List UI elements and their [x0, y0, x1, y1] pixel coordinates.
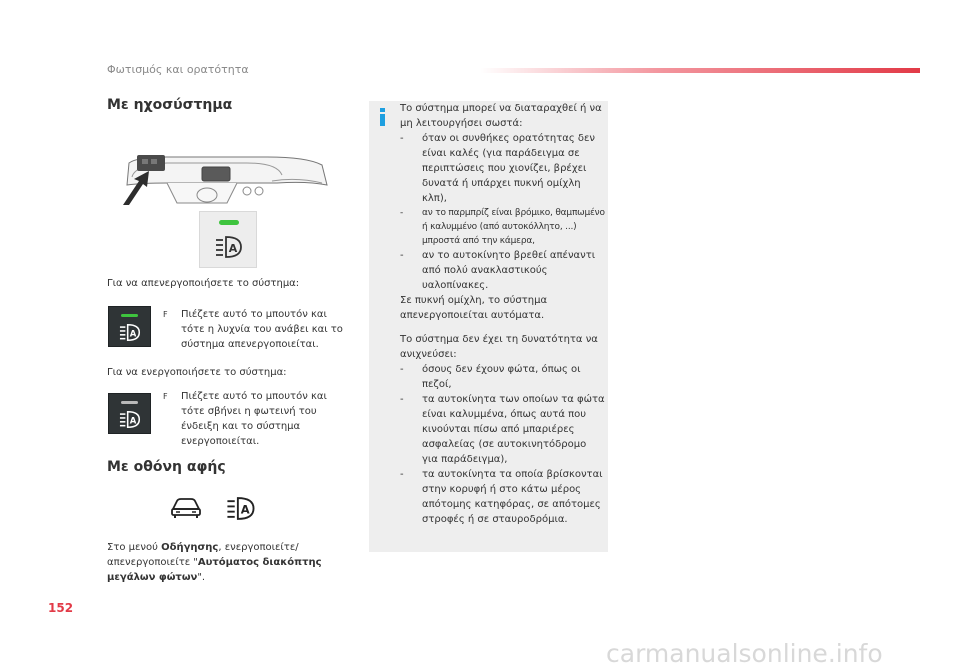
fog-note: Σε πυκνή ομίχλη, το σύστημα απενεργοποιείται αυτόματα. — [400, 295, 548, 321]
list-item: - όταν οι συνθήκες ορατότητας δεν είναι καλές (για παράδειγμα σε περιπτώσεις που χιονίζει, βρέχει δυνατά ή υπάρχει πυκνή ομίχλη κλπ), — [400, 131, 605, 206]
touch-text-middle: , ενεργοποιείτε/ απενεργοποιείτε " — [107, 542, 299, 568]
header-accent-line — [480, 68, 920, 73]
button-led-on-image — [108, 306, 151, 347]
touch-text-suffix: ". — [197, 572, 206, 583]
info-text — [400, 101, 605, 527]
menu-name: Οδήγησης — [161, 542, 219, 553]
chapter-title: Φωτισμός και ορατότητα — [107, 63, 249, 76]
high-beam-button-closeup — [199, 211, 257, 268]
list-item: - τα αυτοκίνητα των οποίων τα φώτα είναι καλυμμένα, όπως αυτά που κινούνται πίσω από μπαριέρες ασφαλείας (σε αυτοκινητόδρομο για παράδειγμα), — [400, 392, 605, 467]
activate-intro: Για να ενεργοποιήσετε το σύστημα: — [107, 367, 287, 378]
car-icon — [170, 497, 202, 519]
list-item: - όσους δεν έχουν φώτα, όπως οι πεζοί, — [400, 362, 605, 392]
list-item: - τα αυτοκίνητα τα οποία βρίσκονται στην κορυφή ή στο κάτω μέρος απότομης κατηφόρας, σε απότομες στροφές ή σε σταυροδρόμια. — [400, 467, 605, 527]
bullet-marker: F — [163, 310, 168, 319]
list-item: - αν το αυτοκίνητο βρεθεί απέναντι από πολύ ανακλαστικούς υαλοπίνακες. — [400, 248, 605, 293]
section-heading-sound-system: Με ηχοσύστημα — [107, 97, 233, 113]
watermark: carmanualsonline.info — [606, 639, 883, 668]
indicator-led-off — [121, 401, 138, 404]
page-number: 152 — [48, 601, 74, 615]
deactivate-intro: Για να απενεργοποιήσετε το σύστημα: — [107, 278, 300, 289]
activate-step — [163, 389, 353, 447]
svg-text:A: A — [129, 329, 137, 340]
svg-text:A: A — [228, 242, 238, 255]
deactivate-step — [163, 307, 353, 357]
undetected-list — [400, 362, 605, 527]
detect-intro: Το σύστημα δεν έχει τη δυνατότητα να ανιχνεύσει: — [400, 334, 598, 360]
list-item: - αν το παρμπρίζ είναι βρόμικο, θαμπωμένο ή καλυμμένο (από αυτοκόλλητο, ...) μπροστά από την κάμερα, — [400, 206, 605, 248]
deactivate-step-text: Πιέζετε αυτό το μπουτόν και τότε η λυχνία του ανάβει και το σύστημα απενεργοποιείται. — [181, 309, 343, 350]
section-heading-touch-screen: Με οθόνη αφής — [107, 459, 226, 475]
function-name: Αυτόματος διακόπτης μεγάλων φώτων — [107, 557, 322, 583]
info-intro: Το σύστημα μπορεί να διαταραχθεί ή να μη λειτουργήσει σωστά: — [400, 103, 602, 129]
indicator-led-on — [121, 314, 138, 317]
svg-text:A: A — [129, 416, 137, 427]
dashboard-illustration — [107, 155, 332, 205]
activate-step-text: Πιέζετε αυτό το μπουτόν και τότε σβήνει η φωτεινή του ένδειξη και το σύστημα ενεργοποιείται. — [181, 391, 327, 447]
auto-high-beam-icon — [119, 324, 141, 341]
touch-screen-instructions — [107, 540, 347, 585]
svg-text:A: A — [240, 502, 250, 517]
conditions-list — [400, 131, 605, 293]
indicator-led-on — [219, 220, 239, 225]
touch-text-prefix: Στο μενού — [107, 542, 162, 553]
auto-high-beam-icon — [119, 411, 141, 428]
auto-high-beam-icon — [226, 497, 256, 520]
info-icon — [376, 108, 389, 126]
button-led-off-image — [108, 393, 151, 434]
auto-high-beam-icon — [215, 236, 243, 258]
bullet-marker: F — [163, 392, 168, 401]
